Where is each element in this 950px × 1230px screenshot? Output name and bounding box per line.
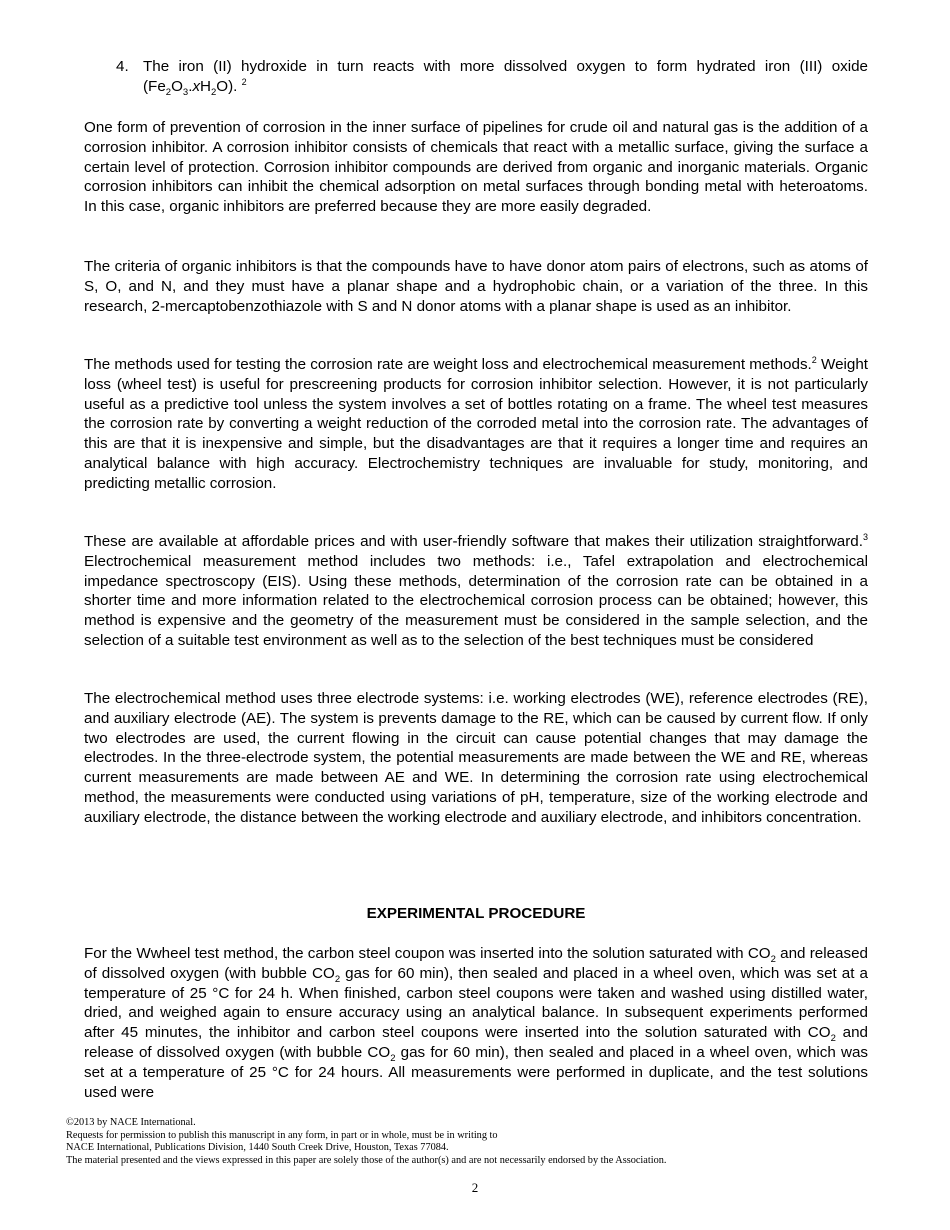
footer-line: Requests for permission to publish this manuscript in any form, in part or in whole, must be in writing to xyxy=(66,1129,498,1141)
paragraph-three-electrode-system: The electrochemical method uses three electrode systems: i.e. working electrodes (WE), reference electrodes (RE), and auxiliary electrode (AE). The system is prevents damage to the RE, which can be caused by current flow. If only two electrodes are used, the current flowing in the circuit can cause potential changes that may damage the electrodes. In the three-electrode system, the potential measurements are made between the WE and RE, whereas current measurements are made between AE and WE. In determining the corrosion rate using electrochemical method, the measurements were conducted using variations of pH, temperature, size of the working electrode and auxiliary electrode, the distance between the working electrode and auxiliary electrode, and inhibitors concentration. xyxy=(84,690,868,826)
page-number: 2 xyxy=(471,1180,479,1195)
list-item-4 xyxy=(116,57,868,96)
paragraph-testing-methods: The methods used for testing the corrosion rate are weight loss and electrochemical measurement methods.$^2$ Weight loss (wheel test) is useful for prescreening products for corrosion inhibitor selection. However, it is not particularly useful as a predictive tool unless the system involves a set of bottles rotating on a frame. The wheel test measures the corrosion rate by converting a weight reduction of the corroded metal into the corrosion rate. The advantages of this are that it is inexpensive and simple, but the disadvantages are that it requires a longer time and requires an analytical balance with high accuracy. Electrochemistry techniques are invaluable for study, monitoring, and predicting metallic corrosion. xyxy=(84,355,868,492)
list-number: 4. xyxy=(116,58,129,75)
footer-line: ©2013 by NACE International. xyxy=(66,1117,196,1128)
citation-ref: 3 xyxy=(862,532,868,542)
list-item-text: The iron (II) hydroxide in turn reacts with more dissolved oxygen to form hydrated iron (III) oxide $(Fe_2O_3.xH_2O)$. $^2$ xyxy=(143,58,868,98)
paragraph-electrochemical-methods: These are available at affordable prices and with user-friendly software that makes their utilization straightforward.$^3$ Electrochemical measurement method includes two methods: i.e., Tafel extrapolation and electrochemical impedance spectroscopy (EIS). Using these methods, determination of the corrosion rate can be obtained in a shorter time and more information related to the electrochemical corrosion process can be obtained; however, this method is expensive and the geometry of the measurement must be considered in the sample selection, and the selection of a suitable test environment as well as to the selection of the best techniques must be considered xyxy=(84,532,868,649)
citation-ref: 2 xyxy=(811,355,817,365)
citation-ref: 2 xyxy=(241,76,247,87)
paragraph-organic-inhibitors: The criteria of organic inhibitors is that the compounds have to have donor atom pairs of electrons, such as atoms of S, O, and N, and they must have a planar shape and a hydrophobic chain, or a variation of the three. In this research, 2-mercaptobenzothiazole with S and N donor atoms with a planar shape is used as an inhibitor. xyxy=(84,258,868,315)
footer-line: NACE International, Publications Division, 1440 South Creek Drive, Houston, Texas 77084. xyxy=(66,1142,449,1154)
copyright-footer xyxy=(66,1117,886,1167)
paragraph-corrosion-inhibitor: One form of prevention of corrosion in the inner surface of pipelines for crude oil and natural gas is the addition of a corrosion inhibitor. A corrosion inhibitor consists of chemicals that react with a metallic surface, giving the surface a certain level of protection. Corrosion inhibitor compounds are derived from organic and inorganic materials. Organic corrosion inhibitors can inhibit the chemical adsorption on metal surfaces through bonding metal with heteroatoms. In this case, organic inhibitors are preferred because they are more easily degraded. xyxy=(84,119,868,216)
section-heading: EXPERIMENTAL PROCEDURE xyxy=(366,905,586,922)
paragraph-experimental-procedure: For the Wwheel test method, the carbon steel coupon was inserted into the solution saturated with $CO_2$ and released of dissolved oxygen (with bubble $CO_2$ gas for 60 min), then sealed and placed in a wheel oven, which was set at a temperature of 25 °C for 24 h. When finished, carbon steel coupons were taken and washed using distilled water, dried, and weighed again to ensure accuracy using an analytical balance. In subsequent experiments performed after 45 minutes, the inhibitor and carbon steel coupons were inserted into the solution saturated with $CO_2$ and release of dissolved oxygen (with bubble $CO_2$ gas for 60 min), then sealed and placed in a wheel oven, which was set at a temperature of 25 °C for 24 hours. All measurements were performed in duplicate, and the test solutions used were xyxy=(84,945,869,1101)
footer-line: The material presented and the views expressed in this paper are solely those of the author(s) and are not necessarily endorsed by the Association. xyxy=(66,1154,667,1166)
